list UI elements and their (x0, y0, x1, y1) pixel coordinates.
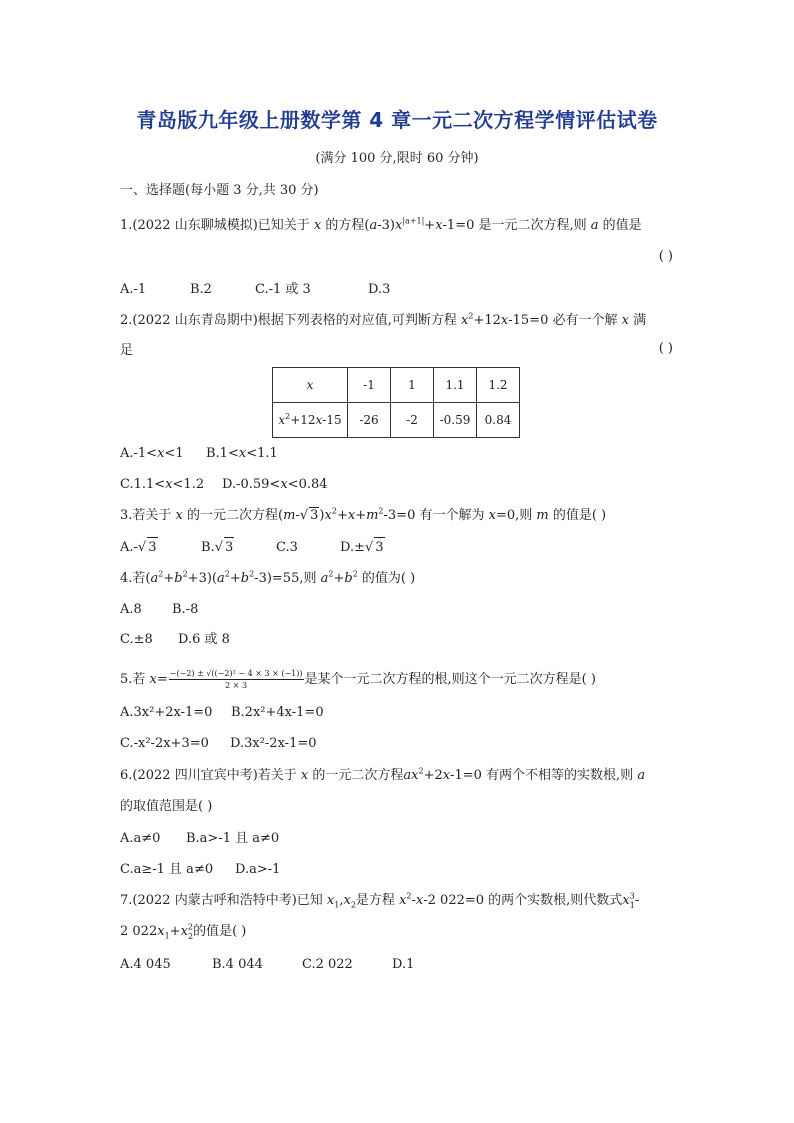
table-cell: 0.84 (477, 403, 520, 438)
section-heading: 一、选择题(每小题 3 分,共 30 分) (120, 183, 319, 198)
option-d: D.a>-1 (235, 862, 281, 877)
option-d: D.-0.59<x<0.84 (222, 477, 328, 492)
question-5-options-1 (120, 703, 324, 723)
option-a: A.a≠0 (120, 831, 161, 846)
question-2-options-2 (120, 475, 328, 495)
table-cell: 1 (391, 368, 434, 403)
question-3-options (120, 537, 385, 558)
question-6: 6.(2022 四川宜宾中考)若关于 x 的一元二次方程$ax^2+2x-1=0$ 有两个不相等的实数根,则 a (120, 766, 646, 783)
question-2-options-1 (120, 444, 278, 464)
option-a: A.-1 (120, 282, 147, 297)
question-5: 5.若 x= $\frac{\text{−(−2) ± √((−2)² − 4 × 3 × (−1))}}{2 \times 3}$ 是某个一元二次方程的根,则这个一元二次方程是( ) (120, 669, 596, 690)
question-5-options-2 (120, 734, 317, 754)
question-3: 3.若关于 x 的一元二次方程(m-√ $3)x^2+x+m^2-3=0$ 有一个解为 x=0,则 m 的值是( ) (120, 506, 607, 523)
question-4: 4.若$(a^2+b^2+3)(a^2+b^2-3)=55$,则 $a^2+b^2$ 的值为( ) (120, 569, 416, 586)
question-2: 2.(2022 山东青岛期中)根据下列表格的对应值,可判断方程 $x^2+12x-15=0$ 必有一个解 x 满 (120, 311, 647, 328)
option-d: D.3x²-2x-1=0 (230, 736, 317, 751)
option-a: A.8 (120, 602, 142, 617)
option-a: A.-1<x<1 (120, 446, 184, 461)
table-cell: 1.1 (434, 368, 477, 403)
option-a: A.-√ 3 (120, 537, 201, 558)
exam-subtitle: (满分 100 分,限时 60 分钟) (315, 151, 479, 166)
option-a: A.3x²+2x-1=0 (120, 705, 213, 720)
option-d: D.1 (392, 957, 415, 972)
question-6-line2: 的取值范围是( ) (120, 799, 213, 814)
option-c: C.1.1<x<1.2 (120, 477, 205, 492)
option-c: C.2 022 (302, 957, 353, 972)
option-b: B.2x²+4x-1=0 (231, 705, 324, 720)
option-c: C.-1 或 3 (255, 282, 311, 297)
option-c: C.3 (276, 540, 298, 555)
question-2-line2: 足 (120, 343, 134, 358)
option-c: C.±8 (120, 632, 153, 647)
table-cell: 1.2 (477, 368, 520, 403)
option-d: D.±√ 3 (340, 537, 385, 558)
option-b: B.2 (190, 282, 212, 297)
question-4-options-2 (120, 630, 230, 650)
question-1-options (120, 280, 390, 300)
table-header-x: x (273, 368, 348, 403)
option-d: D.6 或 8 (178, 632, 230, 647)
table-row (273, 368, 520, 403)
root-formula: $\frac{\text{−(−2) ± √((−2)² − 4 × 3 × (−1))}}{2 \times 3}$ (169, 669, 303, 690)
table-row (273, 403, 520, 438)
exam-title: 青岛版九年级上册数学第 4 章一元二次方程学情评估试卷 (136, 108, 658, 132)
table-cell: -1 (348, 368, 391, 403)
value-table (272, 367, 520, 438)
question-7-line2: 2 $022x_1+x^2_2$的值是( ) (120, 922, 247, 941)
option-a: A.4 045 (120, 957, 171, 972)
answer-bracket-2: ( ) (658, 341, 673, 356)
table-cell: -0.59 (434, 403, 477, 438)
question-1: 1.(2022 山东聊城模拟)已知关于 x 的方程$(a-3)x^{|a+1|}+x-1=0$ 是一元二次方程,则 a 的值是 (120, 216, 642, 233)
option-b: B.1<x<1.1 (206, 446, 278, 461)
option-b: B.-8 (172, 602, 199, 617)
option-c: C.a≥-1 且 a≠0 (120, 862, 214, 877)
option-b: B.4 044 (212, 957, 263, 972)
option-d: D.3 (368, 282, 391, 297)
question-7-options (120, 955, 414, 975)
question-6-options-1 (120, 829, 279, 849)
question-6-options-2 (120, 860, 280, 880)
table-cell: -2 (391, 403, 434, 438)
question-4-options-1 (120, 600, 198, 620)
table-cell: -26 (348, 403, 391, 438)
option-c: C.-x²-2x+3=0 (120, 736, 209, 751)
question-7: 7.(2022 内蒙古呼和浩特中考)已知 $x_1,x_2$是方程 $x^2-x-2$ 022=0 的两个实数根,则代数式$x^3_1-$ (120, 891, 640, 910)
option-b: B.√ 3 (201, 537, 276, 558)
table-row-label: $x^2+12x-15$ (273, 403, 348, 438)
answer-bracket-1: ( ) (658, 249, 673, 264)
option-b: B.a>-1 且 a≠0 (186, 831, 280, 846)
